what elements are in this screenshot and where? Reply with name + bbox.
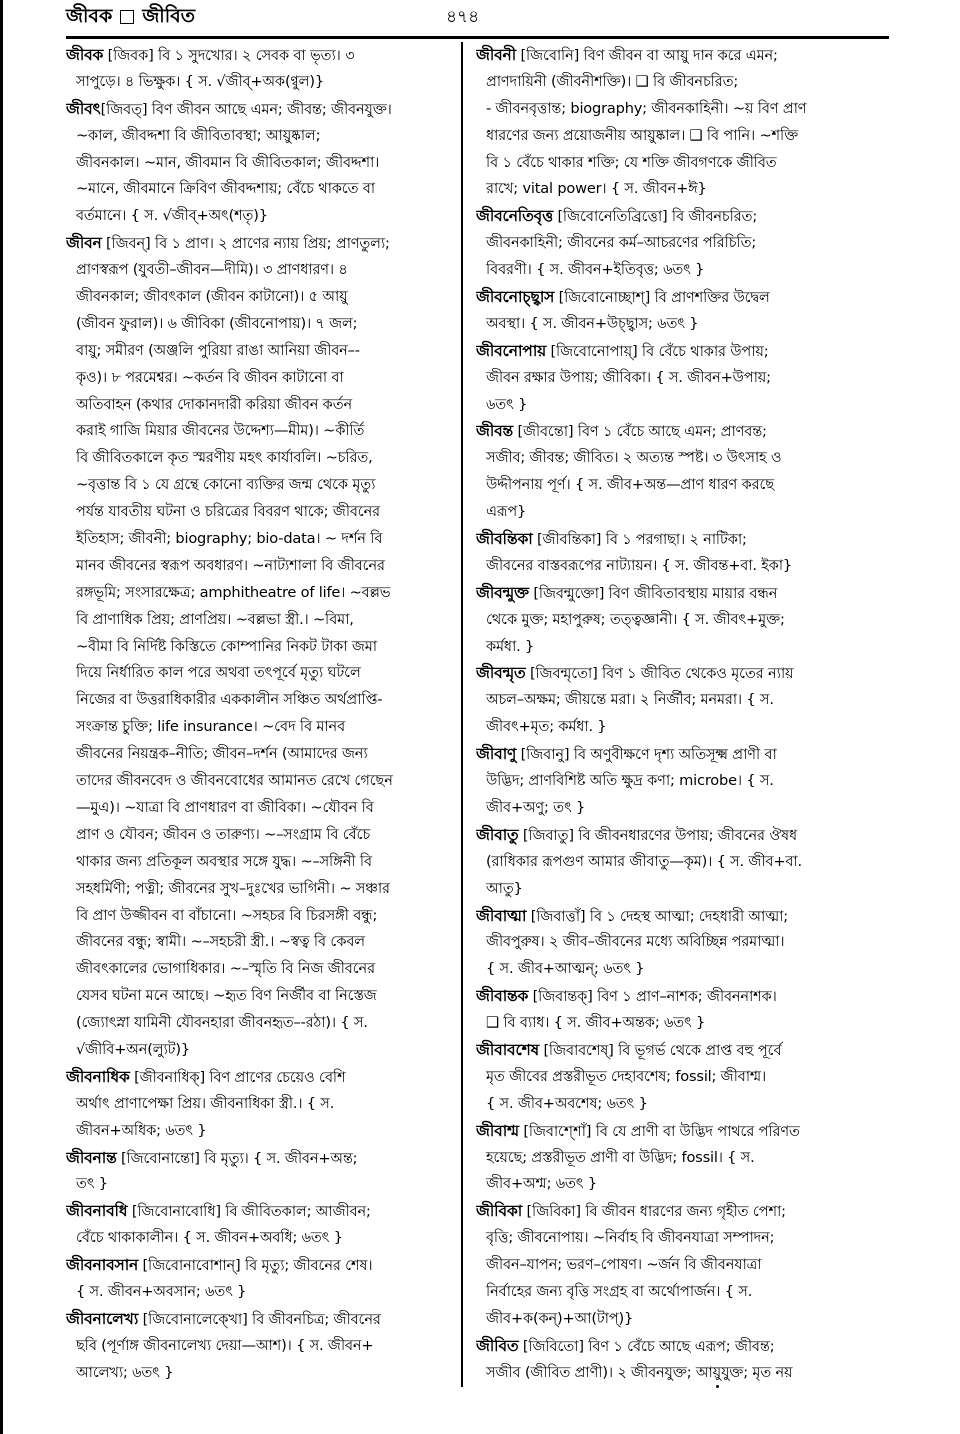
definition-text: সহধর্মিণী; পত্নী; জীবনের সুখ–দুঃখের ভাগিনী। ~ সঞ্চার [76, 879, 390, 897]
entry-line [66, 1279, 456, 1306]
entry-line [476, 176, 866, 203]
entry-headline [66, 1252, 456, 1279]
entry-headline [476, 42, 866, 69]
definition-text: [জিবোনোপায়্] বি বেঁচে থাকার উপায়; [546, 342, 769, 360]
definition-text: এরূপ} [486, 503, 527, 521]
entry-line [66, 203, 456, 230]
entry-line [66, 257, 456, 284]
definition-text: জীবনকাহিনী; জীবনের কর্ম–আচরণের পরিচিতি; [486, 234, 757, 252]
headword: জীবাণু [476, 745, 517, 764]
entry-headline [476, 903, 866, 930]
headword: জীবিত [476, 1336, 519, 1355]
definition-text: নির্বাহের জন্য বৃত্তি সংগ্রহ বা অর্থোপার্জন। { স. [486, 1282, 753, 1300]
entry-headline [476, 822, 866, 849]
entry-headline [476, 741, 866, 768]
definition-text: [জিবোনি] বিণ জীবন বা আয়ু দান করে এমন; [516, 47, 778, 64]
definition-text: - জীবনবৃত্তান্ত; biography; জীবনকাহিনী। ~য় বিণ প্রাণ [486, 99, 807, 117]
entry-line [66, 499, 456, 526]
entry-line [66, 338, 456, 365]
entry-line [476, 230, 866, 257]
definition-text: (জীবন ফুরাল)। ৬ জীবিকা (জীবনোপায়)। ৭ জল; [76, 314, 358, 332]
entry-line [66, 365, 456, 392]
headword: জীবিকা [476, 1202, 523, 1221]
definition-text: জীব+অশ্ম; ৬তৎ } [486, 1175, 597, 1193]
entry-headline [66, 230, 456, 257]
entry-line [476, 499, 866, 526]
definition-text: বি প্রাণাধিক প্রিয়; প্রাণপ্রিয়। ~বল্লভা স্ত্রী.। ~বিমা, [76, 610, 354, 628]
entry-line [66, 822, 456, 849]
definition-text: বর্তমানে। { স. √জীব্+অৎ(শতৃ)} [76, 207, 268, 225]
entry-line [66, 1360, 456, 1387]
entry-headline [476, 526, 866, 553]
definition-text: প্রাণদায়িনী (জীবনীশক্তি)। ❑ বি জীবনচরিত; [486, 72, 739, 90]
entry-line [66, 983, 456, 1010]
entry-line [476, 687, 866, 714]
entry-headline [66, 96, 456, 123]
headword: জীবনান্ত [66, 1148, 117, 1167]
entry-line [66, 1037, 456, 1064]
entry-line [66, 956, 456, 983]
definition-text: [জিবানু] বি অণুবীক্ষণে দৃশ্য অতিসূক্ষ্ম প্রাণী বা [516, 746, 777, 764]
definition-text: সাপুড়ে। ৪ ভিক্ষুক। { স. √জীব্+অক(ণ্বুল)} [76, 72, 324, 90]
definition-text: ৬তৎ } [486, 395, 528, 413]
definition-text: তৎ } [76, 1175, 108, 1193]
definition-text: জীবৎকালের ভোগাধিকার। ~–স্মৃতি বি নিজ জীবনের [76, 960, 375, 978]
definition-text: { স. জীব+অবশেষ; ৬তৎ } [486, 1094, 648, 1112]
entry-line [66, 445, 456, 472]
column-divider [461, 42, 463, 1387]
headword: জীবন্মুক্ত [476, 583, 529, 602]
definition-text: যেসব ঘটনা মনে আছে। ~হৃত বিণ নির্জীব বা নিস্তেজ [76, 987, 377, 1005]
definition-text: থাকার জন্য প্রতিকূল অবস্থার সঙ্গে যুদ্ধ। ~–সঙ্গিনী বি [76, 852, 372, 870]
headword: জীবনোচ্ছ্বাস [476, 288, 555, 307]
definition-text: জীবৎ+মৃত; কর্মধা. } [486, 718, 607, 736]
entry-line [476, 956, 866, 983]
definition-text: ~বৃত্তান্ত বি ১ যে গ্রন্থে কোনো ব্যক্তির জন্ম থেকে মৃত্যু [76, 476, 376, 494]
definition-text: ছবি (পূর্ণাঙ্গ জীবনালেখ্য দেয়া—আশ)। { স. জীবন+ [76, 1336, 374, 1354]
definition-text: অবস্থা। { স. জীবন+উচ্ছ্বাস; ৬তৎ } [486, 314, 699, 332]
headword: জীবনালেখ্য [66, 1309, 139, 1328]
entry-line [66, 1225, 456, 1252]
entry-line [66, 929, 456, 956]
entry-line [66, 849, 456, 876]
entry-line [476, 150, 866, 177]
definition-text: (জ্যোৎস্না যামিনী যৌবনহারা জীবনহৃত–-রঠা)। { স. [76, 1014, 368, 1032]
definition-text: প্রাণ ও যৌবন; জীবন ও তারুণ্য। ~–সংগ্রাম বি বেঁচে [76, 825, 371, 843]
headword: জীবনাধিক [66, 1067, 130, 1086]
header-rule [66, 36, 889, 39]
entry-line [66, 741, 456, 768]
entry-headline [476, 580, 866, 607]
definition-text: জীবনের বন্ধু; স্বামী। ~–সহচরী স্ত্রী.। ~স্বত্ব বি কেবল [76, 933, 365, 951]
definition-text: অচল–অক্ষম; জীয়ন্তে মরা। ২ নির্জীব; মনমরা। { স. [486, 691, 774, 709]
definition-text: অর্থাৎ প্রাণাপেক্ষা প্রিয়। জীবনাধিকা স্ত্রী.। { স. [76, 1094, 335, 1112]
entry-line [66, 714, 456, 741]
entry-line [476, 876, 866, 903]
entry-line [66, 418, 456, 445]
entry-line [476, 472, 866, 499]
definition-text: ~বীমা বি নির্দিষ্ট কিস্তিতে কোম্পানির নিকট টাকা জমা [76, 637, 377, 655]
entry-line [66, 876, 456, 903]
entry-headline [476, 284, 866, 311]
definition-text: জীবন–যাপন; ভরণ–পোষণ। ~র্জন বি জীবনযাত্রা [486, 1256, 762, 1274]
definition-text: জীবনের বাস্তবরূপের নাট্যায়ন। { স. জীবন্ত+বা. ইকা} [486, 556, 792, 574]
headword: জীবন্মৃত [476, 664, 526, 683]
entry-line [66, 1118, 456, 1145]
definition-text: ~মানে, জীবমানে ক্রিবিণ জীবদ্দশায়; বেঁচে থাকতে বা [76, 180, 375, 198]
definition-text: হয়েছে; প্রস্তরীভূত প্রাণী বা উদ্ভিদ; fossil। { স. [486, 1148, 755, 1166]
entry-line [476, 768, 866, 795]
speck [716, 1385, 719, 1388]
entry-line [476, 634, 866, 661]
definition-text: [জিবাবশেষ্] বি ভূগর্ভ থেকে প্রাপ্ত বহু পূর্বে [539, 1041, 782, 1059]
square-separator-icon [120, 10, 134, 24]
definition-text: আলেখ্য; ৬তৎ } [76, 1363, 174, 1381]
definition-text: [জীবনাধিক্] বিণ প্রাণের চেয়েও বেশি [129, 1068, 346, 1086]
entry-line [476, 795, 866, 822]
definition-text: রঙ্গভূমি; সংসারক্ষেত্র; amphitheatre of life। ~বল্লভ [76, 583, 391, 601]
definition-text: নিজের বা উত্তরাধিকারীর এককালীন সঞ্চিত অর্থপ্রাপ্তি- [76, 691, 383, 709]
entry-line [476, 1091, 866, 1118]
definition-text: জীবনের নিয়ন্ত্রক–নীতি; জীবন–দর্শন (আমাদের জন্য [76, 745, 368, 763]
entry-line [66, 607, 456, 634]
definition-text: বি ১ বেঁচে থাকার শক্তি; যে শক্তি জীবগণকে জীবিত [486, 153, 777, 171]
definition-text: [জীবন্তিকা] বি ১ পরগাছা। ২ নাটিকা; [532, 531, 747, 549]
definition-text: [জিবক] বি ১ সুদখোর। ২ সেবক বা ভৃত্য। ৩ [103, 47, 355, 64]
definition-text: [জিবোনাবোশান্] বি মৃত্যু; জীবনের শেষ। [138, 1257, 373, 1275]
entry-line [476, 1145, 866, 1172]
definition-text: জীব+ক(কন্)+আ(টাপ্)} [486, 1309, 634, 1327]
definition-text: সজীব; জীবন্ত; জীবিত। ২ অত্যন্ত স্পষ্ট। ৩ উৎসাহ ও [486, 449, 782, 467]
definition-text: √জীবি+অন(ল্যুট)} [76, 1040, 190, 1058]
entry-line [66, 1010, 456, 1037]
definition-text: উদ্ভিদ; প্রাণবিশিষ্ট অতি ক্ষুদ্র কণা; microbe। { স. [486, 772, 774, 790]
headword: জীবক [66, 46, 104, 64]
entry-line [66, 284, 456, 311]
definition-text: জীবন রক্ষার উপায়; জীবিকা। { স. জীবন+উপায়; [486, 368, 771, 386]
definition-text: (রাধিকার রূপগুণ আমার জীবাতু—কৃম)। { স. জীব+বা. [486, 852, 802, 870]
definition-text: বি প্রাণ উজ্জীবন বা বাঁচানো। ~সহচর বি চিরসঙ্গী বন্ধু; [76, 906, 378, 924]
entry-line [66, 634, 456, 661]
entry-line [66, 687, 456, 714]
entry-line [476, 553, 866, 580]
definition-text: মৃত জীবের প্রস্তরীভূত দেহাবশেষ; fossil; জীবাশ্ম। [486, 1067, 767, 1085]
entry-line [66, 553, 456, 580]
headword: জীবান্তক [476, 987, 529, 1006]
definition-text: প্রাণস্বরূপ (যুবতী–জীবন—দীমি)। ৩ প্রাণধারণ। ৪ [76, 261, 348, 279]
definition-text: [জীবন্তো] বিণ ১ বেঁচে আছে এমন; প্রাণবন্ত; [513, 423, 767, 441]
entry-headline [66, 1198, 456, 1225]
headword: জীবন্ত [476, 422, 514, 441]
definition-text: পর্যন্ত যাবতীয় ঘটনা ও চরিত্রের বিবরণ থাকে; জীবনের [76, 503, 380, 521]
entry-line [66, 392, 456, 419]
entry-headline [66, 1145, 456, 1172]
entry-line [476, 365, 866, 392]
entry-line [476, 392, 866, 419]
headword: জীবাশ্ম [476, 1121, 519, 1140]
entry-line [66, 660, 456, 687]
definition-text: [জিবন্] বি ১ প্রাণ। ২ প্রাণের ন্যায় প্রিয়; প্রাণতুল্য; [101, 235, 390, 253]
definition-text: { স. জীব+আত্মন্; ৬তৎ } [486, 960, 645, 978]
headword: জীবাবশেষ [476, 1040, 539, 1059]
entry-headline [66, 42, 456, 69]
entry-headline [476, 338, 866, 365]
definition-text: [জিবোনেতিব্রিত্তো] বি জীবনচরিত; [553, 208, 758, 226]
entry-headline [476, 1118, 866, 1145]
definition-text: সজীব (জীবিত প্রাণী)। ২ জীবনযুক্ত; আয়ুযুক্ত; মৃত নয় [486, 1363, 793, 1381]
definition-text: সংক্রান্ত চুক্তি; life insurance। ~বেদ বি মানব [76, 718, 345, 736]
headword: জীবন [66, 234, 102, 253]
headword: জীবৎ [66, 99, 101, 118]
headword: জীবনাবসান [66, 1256, 139, 1275]
definition-text: বৃত্তি; জীবনোপায়। ~নির্বাহ বি জীবনযাত্রা সম্পাদন; [486, 1229, 775, 1247]
entry-line [66, 1171, 456, 1198]
entry-line [476, 445, 866, 472]
entry-headline [476, 1333, 866, 1360]
guide-words [66, 2, 195, 34]
entry-line [66, 123, 456, 150]
definition-text: রাখে; vital power। { স. জীবন+ঈ} [486, 180, 707, 198]
entry-line [66, 768, 456, 795]
definition-text: জীবনকাল। ~মান, জীবমান বি জীবিতকাল; জীবদ্দশা। [76, 153, 380, 171]
entry-line [476, 1064, 866, 1091]
guide-word-last: জীবিত [142, 5, 196, 27]
entry-line [66, 1091, 456, 1118]
definition-text: [জিবন্মৃতো] বিণ ১ জীবিত থেকেও মৃতের ন্যায় [525, 665, 794, 683]
entry-line [66, 311, 456, 338]
definition-text: [জিবিতো] বিণ ১ বেঁচে আছে এরূপ; জীবন্ত; [518, 1337, 775, 1355]
definition-text: বিবরণী। { স. জীবন+ইতিবৃত্ত; ৬তৎ } [486, 261, 705, 279]
definition-text: [জিবোনোচ্ছাশ্] বি প্রাণশক্তির উদ্বেল [554, 289, 770, 307]
entry-headline [476, 983, 866, 1010]
definition-text: জীবপুরুষ। ২ জীব–জীবনের মধ্যে অবিচ্ছিন্ন পরমাত্মা। [486, 933, 785, 951]
entry-line [476, 1225, 866, 1252]
definition-text: উদ্দীপনায় পূর্ণ। { স. জীব+অন্ত—প্রাণ ধারণ করছে [486, 476, 774, 494]
entry-headline [476, 203, 866, 230]
entry-headline [476, 660, 866, 687]
definition-text: জীবনকাল; জীবৎকাল (জীবন কাটানো)। ৫ আয়ু [76, 288, 348, 306]
entry-line [476, 123, 866, 150]
definition-text: [জিবাতু] বি জীবনধারণের উপায়; জীবনের ঔষধ [518, 826, 797, 844]
definition-text: করাই গাজি মিয়ার জীবনের উদ্দেশ্য—মীম)। ~কীর্তি [76, 422, 365, 440]
definition-text: থেকে মুক্ত; মহাপুরুষ; তত্ত্বজ্ঞানী। { স. জীবৎ+মুক্ত; [486, 610, 785, 628]
entry-line [476, 714, 866, 741]
definition-text: কর্মধা. } [486, 637, 535, 655]
headword: জীবাত্মা [476, 906, 527, 925]
headword: জীবনেতিবৃত্ত [476, 207, 553, 226]
entry-line [476, 1360, 866, 1387]
entry-line [66, 150, 456, 177]
page-header [66, 2, 886, 32]
entry-headline [66, 1306, 456, 1333]
definition-text: [জিবন্মুক্তো] বিণ জীবিতাবস্থায় মায়ার বন্ধন [528, 584, 778, 602]
definition-text: [জিবত্] বিণ জীবন আছে এমন; জীবন্ত; জীবনযুক্ত। [100, 100, 392, 118]
entry-line [66, 526, 456, 553]
entry-line [476, 1171, 866, 1198]
definition-text: [জিবাত্তাঁ] বি ১ দেহস্থ আত্মা; দেহধারী আত্মা; [526, 907, 789, 925]
definition-text: মানব জীবনের স্বরূপ অবধারণ। ~নাট্যশালা বি জীবনের [76, 556, 385, 574]
entry-line [476, 96, 866, 123]
definition-text: তাদের জীবনবেদ ও জীবনবোধের আমানত রেখে গেছেন [76, 772, 393, 790]
definition-text: ইতিহাস; জীবনী; biography; bio-data। ~ দর্শন বি [76, 530, 383, 548]
definition-text: [জিবোনাবোধি] বি জীবিতকাল; আজীবন; [127, 1203, 371, 1221]
definition-text: আতু} [486, 879, 523, 897]
entry-line [476, 849, 866, 876]
right-column [476, 42, 866, 1387]
entry-headline [66, 1064, 456, 1091]
entry-line [66, 176, 456, 203]
definition-text: অতিবাহন (কথার দোকানদারী করিয়া জীবন কর্তন [76, 395, 352, 413]
definition-text: কৃও)। ৮ পরমেশ্বর। ~কর্তন বি জীবন কাটানো বা [76, 368, 344, 386]
scan-edge [0, 0, 3, 1434]
definition-text: বি জীবিতকালে কৃত স্মরণীয় মহৎ কার্যাবলি। ~চরিত, [76, 449, 373, 467]
guide-word-first: জীবক [66, 5, 113, 27]
definition-text: [জিবান্তক্] বিণ ১ প্রাণ–নাশক; জীবননাশক। [528, 988, 777, 1006]
definition-text: [জিবোনালেক্খো] বি জীবনচিত্র; জীবনের [138, 1310, 381, 1328]
entry-line [476, 311, 866, 338]
definition-text: { স. জীবন+অবসান; ৬তৎ } [76, 1282, 247, 1300]
entry-line [66, 69, 456, 96]
entry-line [476, 929, 866, 956]
entry-headline [476, 1198, 866, 1225]
definition-text: —মুএ)। ~যাত্রা বি প্রাণধারণ বা জীবিকা। ~যৌবন বি [76, 798, 374, 816]
entry-line [476, 1279, 866, 1306]
definition-text: [জিবিকা] বি জীবন ধারণের জন্য গৃহীত পেশা; [522, 1203, 786, 1221]
entry-headline [476, 418, 866, 445]
entry-line [66, 580, 456, 607]
headword: জীবাতু [476, 825, 519, 844]
entry-line [476, 69, 866, 96]
definition-text: ধারণের জন্য প্রয়োজনীয় আয়ুষ্কাল। ❑ বি পানি। ~শক্তি [486, 126, 799, 144]
left-column [66, 42, 456, 1387]
headword: জীবনী [476, 46, 517, 64]
headword: জীবনোপায় [476, 341, 547, 360]
definition-text: বেঁচে থাকাকালীন। { স. জীবন+অবধি; ৬তৎ } [76, 1229, 343, 1247]
headword: জীবনাবধি [66, 1202, 128, 1221]
definition-text: জীবন+অধিক; ৬তৎ } [76, 1121, 207, 1139]
entry-line [66, 795, 456, 822]
page-number: ৪৭৪ [446, 7, 480, 27]
entry-line [66, 903, 456, 930]
definition-text: বায়ু; সমীরণ (অঞ্জলি পুরিয়া রাঙা আনিয়া জীবন–- [76, 341, 360, 359]
definition-text: জীব+অণু; তৎ } [486, 798, 586, 816]
definition-text: [জিবাশ্শোঁ] বি যে প্রাণী বা উদ্ভিদ পাথরে পরিণত [518, 1122, 800, 1140]
entry-line [476, 1252, 866, 1279]
entry-headline [476, 1037, 866, 1064]
entry-line [476, 1306, 866, 1333]
entry-line [476, 1010, 866, 1037]
entry-line [66, 472, 456, 499]
headword: জীবন্তিকা [476, 530, 533, 549]
definition-text: [জিবোনান্তো] বি মৃত্যু। { স. জীবন+অন্ত; [116, 1149, 358, 1167]
entry-line [476, 607, 866, 634]
definition-text: ~কাল, জীবদ্দশা বি জীবিতাবস্থা; আয়ুষ্কাল; [76, 126, 321, 144]
definition-text: ❑ বি ব্যাধ। { স. জীব+অন্তক; ৬তৎ } [486, 1014, 706, 1032]
entry-line [476, 257, 866, 284]
definition-text: দিয়ে নির্ধারিত কাল পরে অথবা তৎপূর্বে মৃত্যু ঘটলে [76, 664, 361, 682]
entry-line [66, 1333, 456, 1360]
